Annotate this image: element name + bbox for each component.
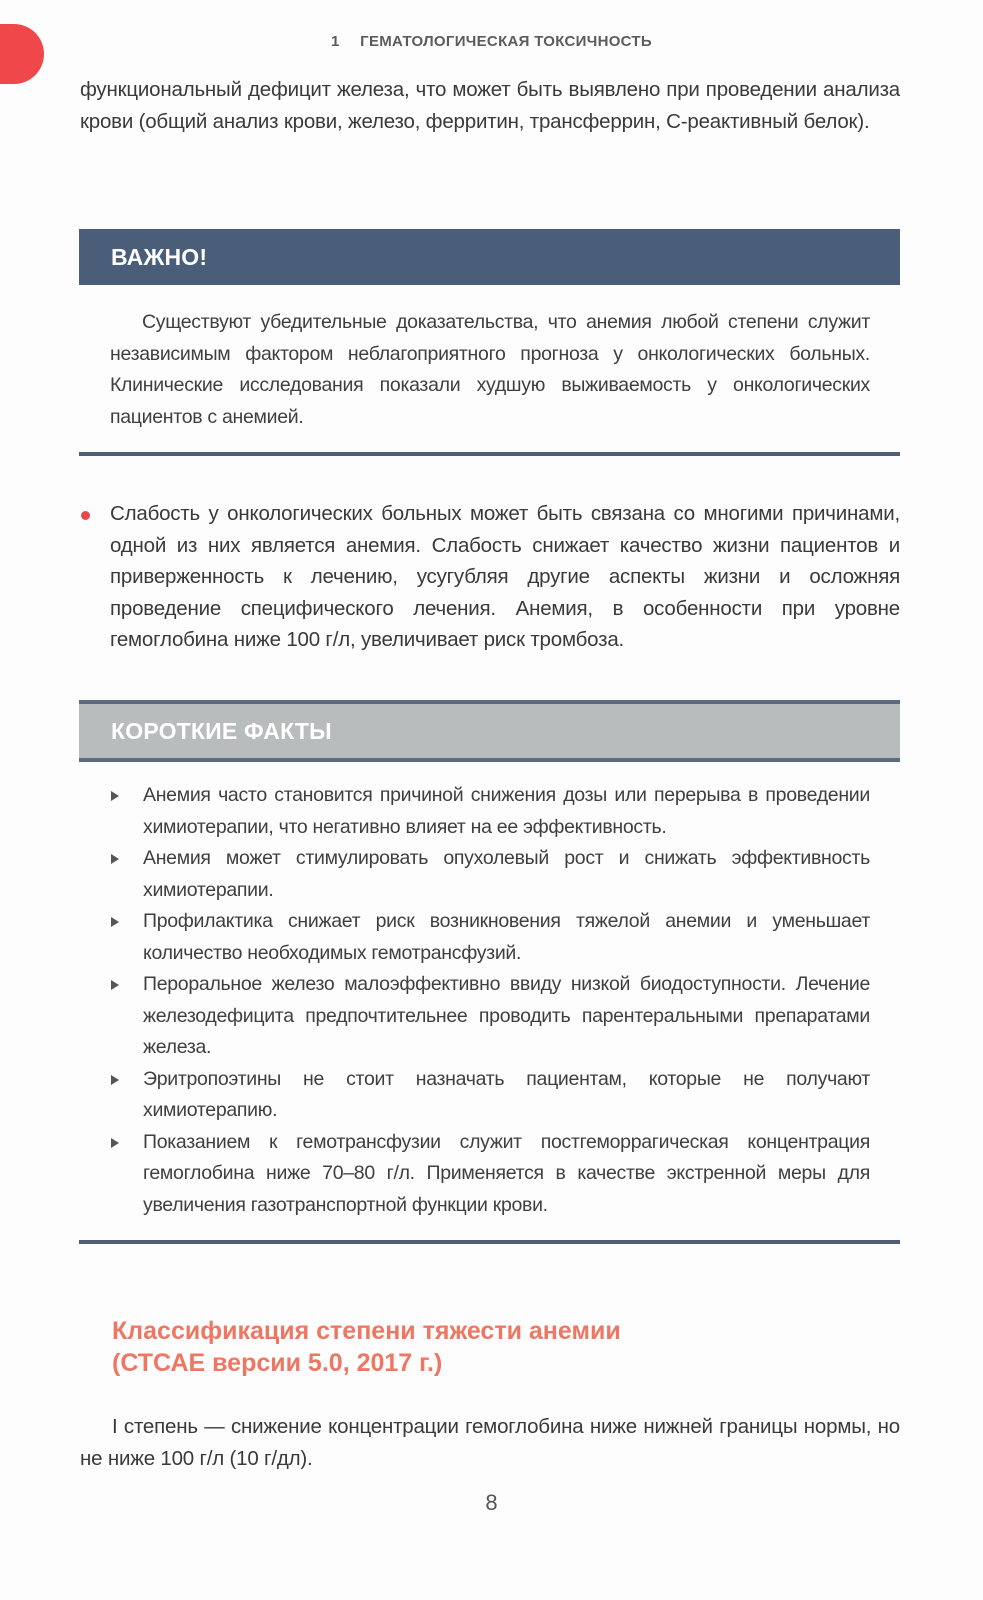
section-title-line1: Классификация степени тяжести анемии [112, 1317, 621, 1345]
triangle-bullet-icon [111, 854, 119, 864]
page-number: 8 [485, 1490, 498, 1515]
important-box-text: Существуют убедительные доказательства, что анемия любой степени служит независимым фактором неблагоприятного прогноза у онкологических больных. Клинические исследования показали худшую выживаемость у онкологических пациентов с анемией. [110, 311, 870, 428]
list-item: Анемия может стимулировать опухолевый рост и снижать эффективность химиотерапии. [108, 843, 870, 906]
important-box-header [79, 229, 900, 285]
chapter-number: 1 [331, 33, 340, 50]
list-item: Пероральное железо малоэффективно ввиду низкой биодоступности. Лечение железодефицита предпочтительнее проводить парентеральными препаратами железа. [108, 969, 870, 1064]
intro-paragraph: функциональный дефицит железа, что может быть выявлено при проведении анализа крови (общий анализ крови, железо, ферритин, трансферрин, С-реактивный белок). [80, 78, 900, 133]
facts-box-title: КОРОТКИЕ ФАКТЫ [111, 717, 332, 744]
facts-box-bottom-rule [79, 1240, 900, 1244]
important-box-bottom-rule [79, 452, 900, 456]
facts-box-header [79, 700, 900, 762]
section-paragraph: I степень — снижение концентрации гемоглобина ниже нижней границы нормы, но не ниже 100 г/л (10 г/дл). [80, 1415, 900, 1470]
list-item: Анемия часто становится причиной снижения дозы или перерыва в проведении химиотерапии, что негативно влияет на ее эффективность. [108, 780, 870, 843]
triangle-bullet-icon [111, 980, 119, 990]
running-head [0, 33, 983, 50]
list-item: Профилактика снижает риск возникновения тяжелой анемии и уменьшает количество необходимых гемотрансфузий. [108, 906, 870, 969]
facts-list [108, 780, 870, 1221]
chapter-title: ГЕМАТОЛОГИЧЕСКАЯ ТОКСИЧНОСТЬ [360, 33, 652, 50]
triangle-bullet-icon [111, 1138, 119, 1148]
triangle-bullet-icon [111, 1075, 119, 1085]
list-item: Показанием к гемотрансфузии служит постгеморрагическая концентрация гемоглобина ниже 70–80 г/л. Применяется в качестве экстренной меры для увеличения газотранспортной функции крови. [108, 1127, 870, 1222]
list-item: Эритропоэтины не стоит назначать пациентам, которые не получают химиотерапию. [108, 1064, 870, 1127]
triangle-bullet-icon [111, 917, 119, 927]
section-title-line2: (СТСАЕ версии 5.0, 2017 г.) [112, 1349, 443, 1377]
red-bullet-icon [81, 511, 90, 520]
triangle-bullet-icon [111, 791, 119, 801]
important-box-title: ВАЖНО! [111, 243, 208, 270]
bullet-paragraph: Слабость у онкологических больных может быть связана со многими причинами, одной из них является анемия. Слабость снижает качество жизни пациентов и приверженность к лечению, усугубляя другие аспекты жизни и осложняя проведение специфического лечения. Анемия, в особенности при уровне гемоглобина ниже 100 г/л, увеличивает риск тромбоза. [110, 502, 900, 651]
section-title [112, 1315, 872, 1379]
